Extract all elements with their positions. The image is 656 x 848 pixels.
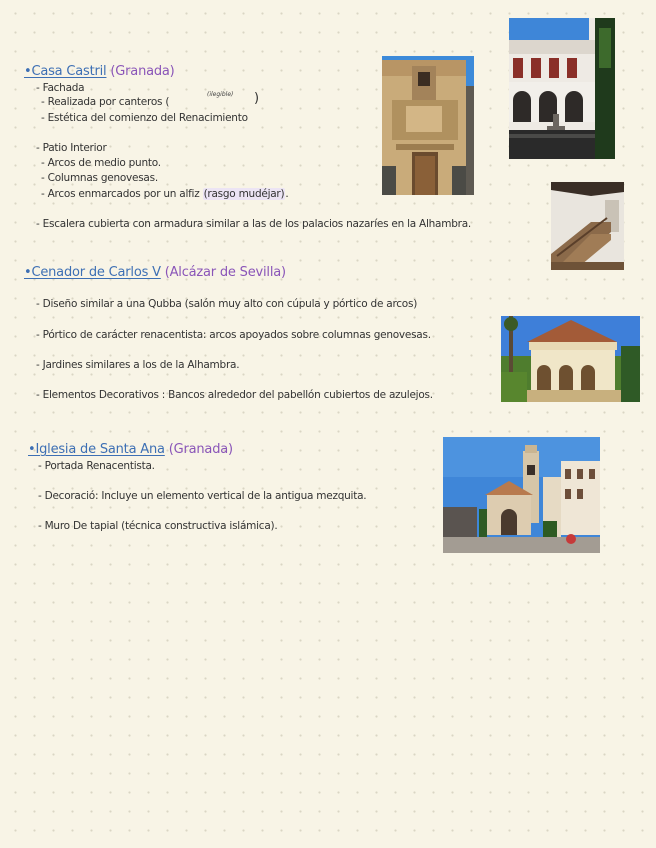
heading-iglesia-santa-ana (28, 442, 233, 457)
photo-casa-castril-facade (382, 56, 474, 195)
note-line: - Columnas genovesas. (41, 172, 158, 184)
highlight-mudejar: (rasgo mudéjar) (203, 188, 285, 200)
note-line: - Jardines similares a los de la Alhambra. (36, 359, 240, 371)
note-line: - Fachada (36, 82, 85, 94)
note-line: - Realizada por canteros ( (41, 96, 170, 108)
note-close-paren: ) (254, 91, 260, 106)
handwritten-note: (ilegible) (207, 91, 234, 98)
note-line: - Muro De tapial (técnica constructiva islámica). (38, 520, 278, 532)
photo-casa-castril-courtyard (509, 18, 615, 159)
note-line: - Portada Renacentista. (38, 460, 155, 472)
note-line: - Arcos enmarcados por un alfiz (rasgo mudéjar). (41, 188, 289, 200)
heading-casa-castril (24, 64, 175, 79)
heading-title: •Iglesia de Santa Ana (28, 442, 165, 457)
note-line: - Diseño similar a una Qubba (salón muy alto con cúpula y pórtico de arcos) (36, 298, 418, 310)
heading-title: •Cenador de Carlos V (24, 265, 161, 280)
heading-city: (Alcázar de Sevilla) (164, 265, 286, 280)
photo-casa-castril-staircase (551, 182, 624, 270)
note-line: - Pórtico de carácter renacentista: arcos apoyados sobre columnas genovesas. (36, 329, 431, 341)
photo-iglesia-santa-ana (443, 437, 600, 553)
heading-city: (Granada) (110, 64, 175, 79)
note-line: - Arcos de medio punto. (41, 157, 161, 169)
note-line: - Elementos Decorativos : Bancos alrededor del pabellón cubiertos de azulejos. (36, 389, 433, 401)
photo-cenador-carlos-v (501, 316, 640, 402)
heading-title: •Casa Castril (24, 64, 107, 79)
note-line: - Decoració: Incluye un elemento vertical de la antigua mezquita. (38, 490, 367, 502)
heading-city: (Granada) (168, 442, 233, 457)
note-line: - Estética del comienzo del Renacimiento (41, 112, 248, 124)
note-line: - Patio Interior (36, 142, 107, 154)
heading-cenador-carlos-v (24, 265, 286, 280)
note-line: - Escalera cubierta con armadura similar a las de los palacios nazaríes en la Alhambra. (36, 218, 471, 230)
